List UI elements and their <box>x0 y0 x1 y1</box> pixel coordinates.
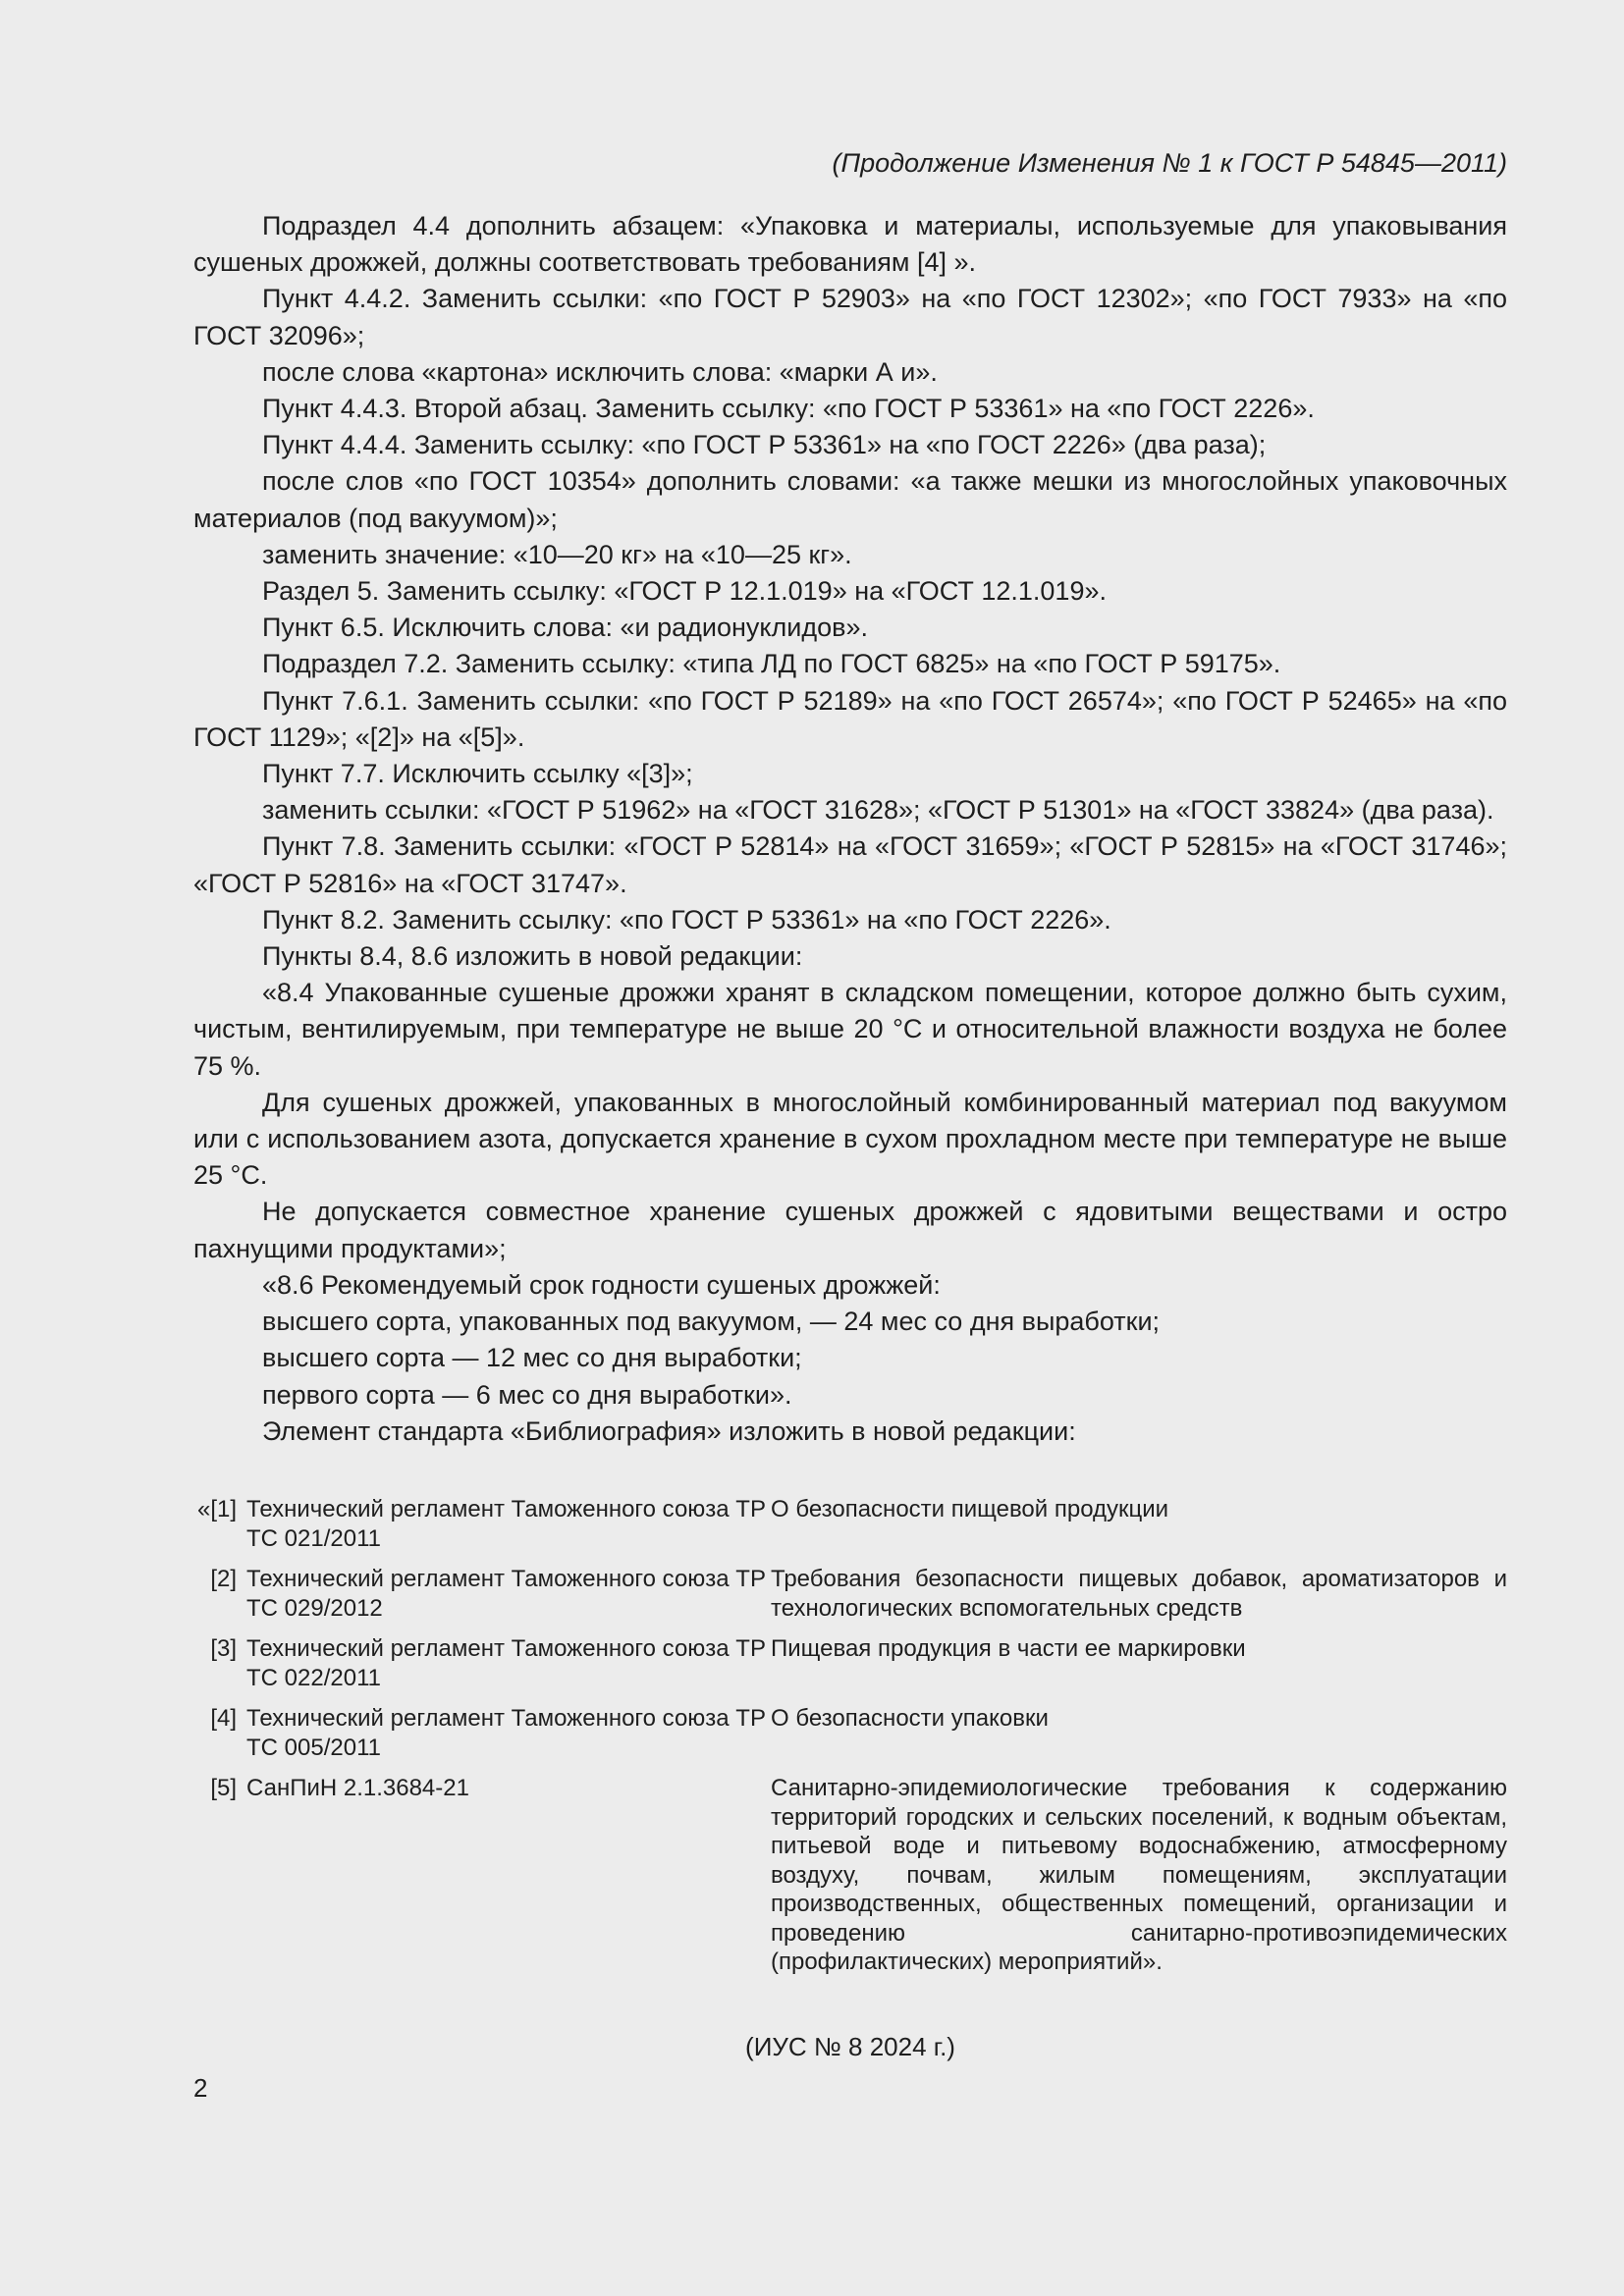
bibliography-number: «[1] <box>196 1496 237 1522</box>
bibliography-title: Требования безопасности пищевых добавок, ароматизаторов и технологических вспомогательных средств <box>771 1566 1507 1622</box>
bibliography-row <box>193 1495 1507 1553</box>
bibliography-document: СанПиН 2.1.3684-21 <box>246 1775 469 1801</box>
bibliography-document: Технический регламент Таможенного союза ТР ТС 029/2012 <box>246 1566 766 1622</box>
ius-issue-note: (ИУС № 8 2024 г.) <box>745 2032 955 2061</box>
bibliography-number: [4] <box>210 1705 237 1732</box>
paragraph: Пункт 4.4.3. Второй абзац. Заменить ссылку: «по ГОСТ Р 53361» на «по ГОСТ 2226». <box>262 394 1315 424</box>
amendment-text <box>193 208 1507 1450</box>
bibliography-document: Технический регламент Таможенного союза ТР ТС 022/2011 <box>246 1635 766 1691</box>
paragraph: Для сушеных дрожжей, упакованных в многослойный комбинированный материал под вакуумом или с использованием азота, допускается хранение в сухом прохладном месте при температуре не выше 25 °С. <box>193 1087 1507 1191</box>
paragraph: Пункт 4.4.2. Заменить ссылки: «по ГОСТ Р 52903» на «по ГОСТ 12302»; «по ГОСТ 7933» на «по ГОСТ 32096»; <box>193 284 1507 350</box>
paragraph: после слов «по ГОСТ 10354» дополнить словами: «а также мешки из многослойных упаковочных материалов (под вакуумом)»; <box>193 466 1507 533</box>
paragraph: Пункт 4.4.4. Заменить ссылку: «по ГОСТ Р 53361» на «по ГОСТ 2226» (два раза); <box>262 430 1267 460</box>
bibliography-row <box>193 1704 1507 1762</box>
paragraph: Пункт 8.2. Заменить ссылку: «по ГОСТ Р 53361» на «по ГОСТ 2226». <box>262 904 1111 934</box>
paragraph: «8.4 Упакованные сушеные дрожжи хранят в складском помещении, которое должно быть сухим, чистым, вентилируемым, при температуре не выше 20 °С и относительной влажности воздуха не более 75 %. <box>193 978 1507 1081</box>
bibliography-title: Пищевая продукция в части ее маркировки <box>771 1635 1246 1662</box>
bibliography-title: О безопасности пищевой продукции <box>771 1496 1169 1522</box>
page-number: 2 <box>193 2073 208 2103</box>
paragraph: Пункт 7.7. Исключить ссылку «[3]»; <box>262 759 693 789</box>
paragraph: высшего сорта — 12 мес со дня выработки; <box>262 1343 802 1373</box>
paragraph: Пункт 7.8. Заменить ссылки: «ГОСТ Р 52814» на «ГОСТ 31659»; «ГОСТ Р 52815» на «ГОСТ 31746»; «ГОСТ Р 52816» на «ГОСТ 31747». <box>193 831 1507 898</box>
paragraph: высшего сорта, упакованных под вакуумом, — 24 мес со дня выработки; <box>262 1307 1161 1337</box>
bibliography-row <box>193 1634 1507 1692</box>
paragraph: Подраздел 4.4 дополнить абзацем: «Упаковка и материалы, используемые для упаковывания сушеных дрожжей, должны соответствовать требованиям [4] ». <box>193 211 1507 278</box>
paragraph: Пункт 7.6.1. Заменить ссылки: «по ГОСТ Р 52189» на «по ГОСТ 26574»; «по ГОСТ Р 52465» на «по ГОСТ 1129»; «[2]» на «[5]». <box>193 685 1507 752</box>
paragraph: «8.6 Рекомендуемый срок годности сушеных дрожжей: <box>262 1269 941 1300</box>
bibliography-row <box>193 1565 1507 1623</box>
paragraph: заменить значение: «10—20 кг» на «10—25 кг». <box>262 539 852 569</box>
bibliography-document: Технический регламент Таможенного союза ТР ТС 005/2011 <box>246 1705 766 1761</box>
paragraph: после слова «картона» исключить слова: «марки А и». <box>262 356 938 387</box>
continuation-header: (Продолжение Изменения № 1 к ГОСТ Р 54845—2011) <box>832 148 1507 178</box>
bibliography-number: [2] <box>210 1566 237 1592</box>
bibliography-number: [3] <box>210 1635 237 1662</box>
paragraph: заменить ссылки: «ГОСТ Р 51962» на «ГОСТ 31628»; «ГОСТ Р 51301» на «ГОСТ 33824» (два раза). <box>262 795 1494 826</box>
bibliography-row <box>193 1774 1507 1977</box>
bibliography-document: Технический регламент Таможенного союза ТР ТС 021/2011 <box>246 1496 766 1552</box>
bibliography-title: О безопасности упаковки <box>771 1705 1049 1732</box>
paragraph: Подраздел 7.2. Заменить ссылку: «типа ЛД по ГОСТ 6825» на «по ГОСТ Р 59175». <box>262 649 1281 679</box>
bibliography-number: [5] <box>210 1775 237 1801</box>
paragraph: Пункты 8.4, 8.6 изложить в новой редакции: <box>262 941 803 972</box>
paragraph: Элемент стандарта «Библиография» изложить в новой редакции: <box>262 1415 1076 1446</box>
paragraph: Раздел 5. Заменить ссылку: «ГОСТ Р 12.1.019» на «ГОСТ 12.1.019». <box>262 576 1107 607</box>
bibliography-table <box>193 1495 1507 1989</box>
paragraph: Пункт 6.5. Исключить слова: «и радионуклидов». <box>262 613 868 643</box>
bibliography-title: Санитарно-эпидемиологические требования к содержанию территорий городских и сельских поселений, к водным объектам, питьевой воде и питьевому водоснабжению, атмосферному воздуху, почвам, жилым помещениям, эксплуатации производственных, общественных помещений, организации и проведению санитарно-противоэпидемических (профилактических) мероприятий». <box>771 1775 1507 1975</box>
paragraph: первого сорта — 6 мес со дня выработки». <box>262 1379 792 1410</box>
paragraph: Не допускается совместное хранение сушеных дрожжей с ядовитыми веществами и остро пахнущими продуктами»; <box>193 1197 1507 1263</box>
